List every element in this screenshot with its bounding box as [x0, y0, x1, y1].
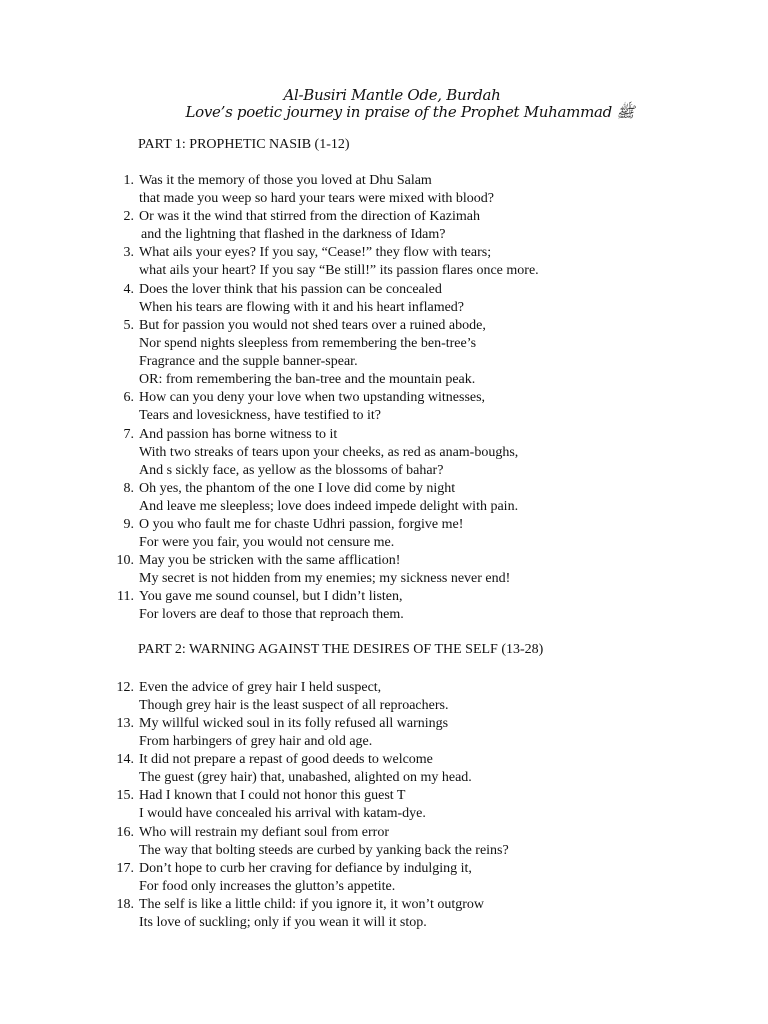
verse-17: [114, 860, 472, 896]
verse-number: 9.: [123, 517, 134, 532]
verse-line: For lovers are deaf to those that reproach them.: [139, 607, 404, 623]
verse-number: 5.: [123, 318, 134, 333]
verse-line: The guest (grey hair) that, unabashed, alighted on my head.: [139, 770, 472, 786]
verse-line: what ails your heart? If you say “Be still!” its passion flares once more.: [139, 263, 539, 279]
verse-8: [114, 480, 518, 516]
verse-line: Was it the memory of those you loved at Dhu Salam: [139, 173, 432, 188]
verse-number: 15.: [116, 788, 134, 803]
verse-number: 17.: [116, 861, 134, 876]
verse-line: What ails your eyes? If you say, “Cease!” they flow with tears;: [139, 245, 492, 260]
verse-number: 18.: [116, 897, 134, 912]
verse-line: My willful wicked soul in its folly refused all warnings: [139, 716, 449, 731]
verse-number: 12.: [116, 680, 134, 695]
verse-line: Though grey hair is the least suspect of all reproachers.: [139, 698, 449, 714]
verse-line: It did not prepare a repast of good deeds to welcome: [139, 752, 433, 767]
verse-4: [114, 281, 464, 317]
verse-line: Its love of suckling; only if you wean it will it stop.: [139, 915, 427, 931]
verse-line: But for passion you would not shed tears over a ruined abode,: [139, 318, 486, 333]
verse-line: When his tears are flowing with it and his heart inflamed?: [139, 300, 465, 316]
verse-number: 2.: [123, 209, 134, 224]
verse-18: [114, 896, 484, 932]
verse-line: and the lightning that flashed in the darkness of Idam?: [141, 227, 446, 243]
verse-6: [114, 389, 485, 425]
verse-5: [114, 317, 486, 389]
verse-number: 16.: [116, 825, 134, 840]
verse-number: 13.: [116, 716, 134, 731]
verse-line: My secret is not hidden from my enemies; my sickness never end!: [139, 571, 511, 587]
verse-13: [114, 715, 448, 751]
verse-number: 8.: [123, 481, 134, 496]
verse-line: The self is like a little child: if you ignore it, it won’t outgrow: [139, 897, 485, 912]
verse-3: [114, 244, 539, 280]
verse-line: The way that bolting steeds are curbed by yanking back the reins?: [139, 843, 509, 859]
verse-line: Even the advice of grey hair I held suspect,: [139, 680, 382, 695]
verse-number: 6.: [123, 390, 134, 405]
verse-line: O you who fault me for chaste Udhri passion, forgive me!: [139, 517, 464, 532]
verse-number: 7.: [123, 427, 134, 442]
verse-2: [114, 208, 480, 244]
verse-line: May you be stricken with the same afflication!: [139, 553, 401, 568]
verse-12: [114, 679, 448, 715]
verse-line: For were you fair, you would not censure me.: [139, 535, 395, 551]
verse-1: [114, 172, 494, 208]
verse-line: Fragrance and the supple banner-spear.: [139, 354, 358, 370]
verse-9: [114, 516, 463, 552]
verse-14: [114, 751, 472, 787]
verse-7: [114, 426, 518, 480]
verse-number: 1.: [123, 173, 134, 188]
verse-line: Tears and lovesickness, have testified to it?: [139, 408, 381, 424]
verse-line: And leave me sleepless; love does indeed impede delight with pain.: [139, 499, 519, 515]
verse-line: With two streaks of tears upon your cheeks, as red as anam-boughs,: [139, 445, 519, 461]
part2-heading: PART 2: WARNING AGAINST THE DESIRES OF THE SELF (13-28): [138, 642, 544, 657]
verse-number: 14.: [116, 752, 134, 767]
verse-line: Had I known that I could not honor this guest T: [139, 788, 406, 803]
verse-line: From harbingers of grey hair and old age.: [139, 734, 373, 750]
verse-11: [114, 588, 404, 624]
verse-line: I would have concealed his arrival with katam-dye.: [139, 806, 426, 822]
verse-line: And s sickly face, as yellow as the blossoms of bahar?: [139, 463, 444, 479]
verse-number: 3.: [123, 245, 134, 260]
verse-10: [114, 552, 510, 588]
verse-line: Or was it the wind that stirred from the direction of Kazimah: [139, 209, 480, 224]
document-title: Al-Busiri Mantle Ode, Burdah: [283, 86, 501, 104]
verse-line: that made you weep so hard your tears were mixed with blood?: [139, 191, 494, 207]
part1-heading: PART 1: PROPHETIC NASIB (1-12): [138, 137, 350, 152]
verse-line: Does the lover think that his passion can be concealed: [139, 282, 442, 297]
document-subtitle: Love’s poetic journey in praise of the Prophet Muhammad ﷺ: [185, 103, 635, 121]
verse-number: 10.: [116, 553, 134, 568]
verse-line: OR: from remembering the ban-tree and the mountain peak.: [139, 372, 476, 388]
verse-line: How can you deny your love when two upstanding witnesses,: [139, 390, 486, 405]
verse-line: Oh yes, the phantom of the one I love did come by night: [139, 481, 456, 496]
verse-line: Who will restrain my defiant soul from error: [139, 825, 389, 840]
verse-line: Nor spend nights sleepless from remembering the ben-tree’s: [139, 336, 477, 352]
verse-16: [114, 824, 509, 860]
verse-line: You gave me sound counsel, but I didn’t listen,: [139, 589, 403, 604]
verse-line: Don’t hope to curb her craving for defiance by indulging it,: [139, 861, 472, 876]
verse-number: 11.: [117, 589, 134, 604]
verse-number: 4.: [123, 282, 134, 297]
verse-line: For food only increases the glutton’s appetite.: [139, 879, 396, 895]
verse-line: And passion has borne witness to it: [139, 427, 338, 442]
verse-15: [114, 787, 426, 823]
